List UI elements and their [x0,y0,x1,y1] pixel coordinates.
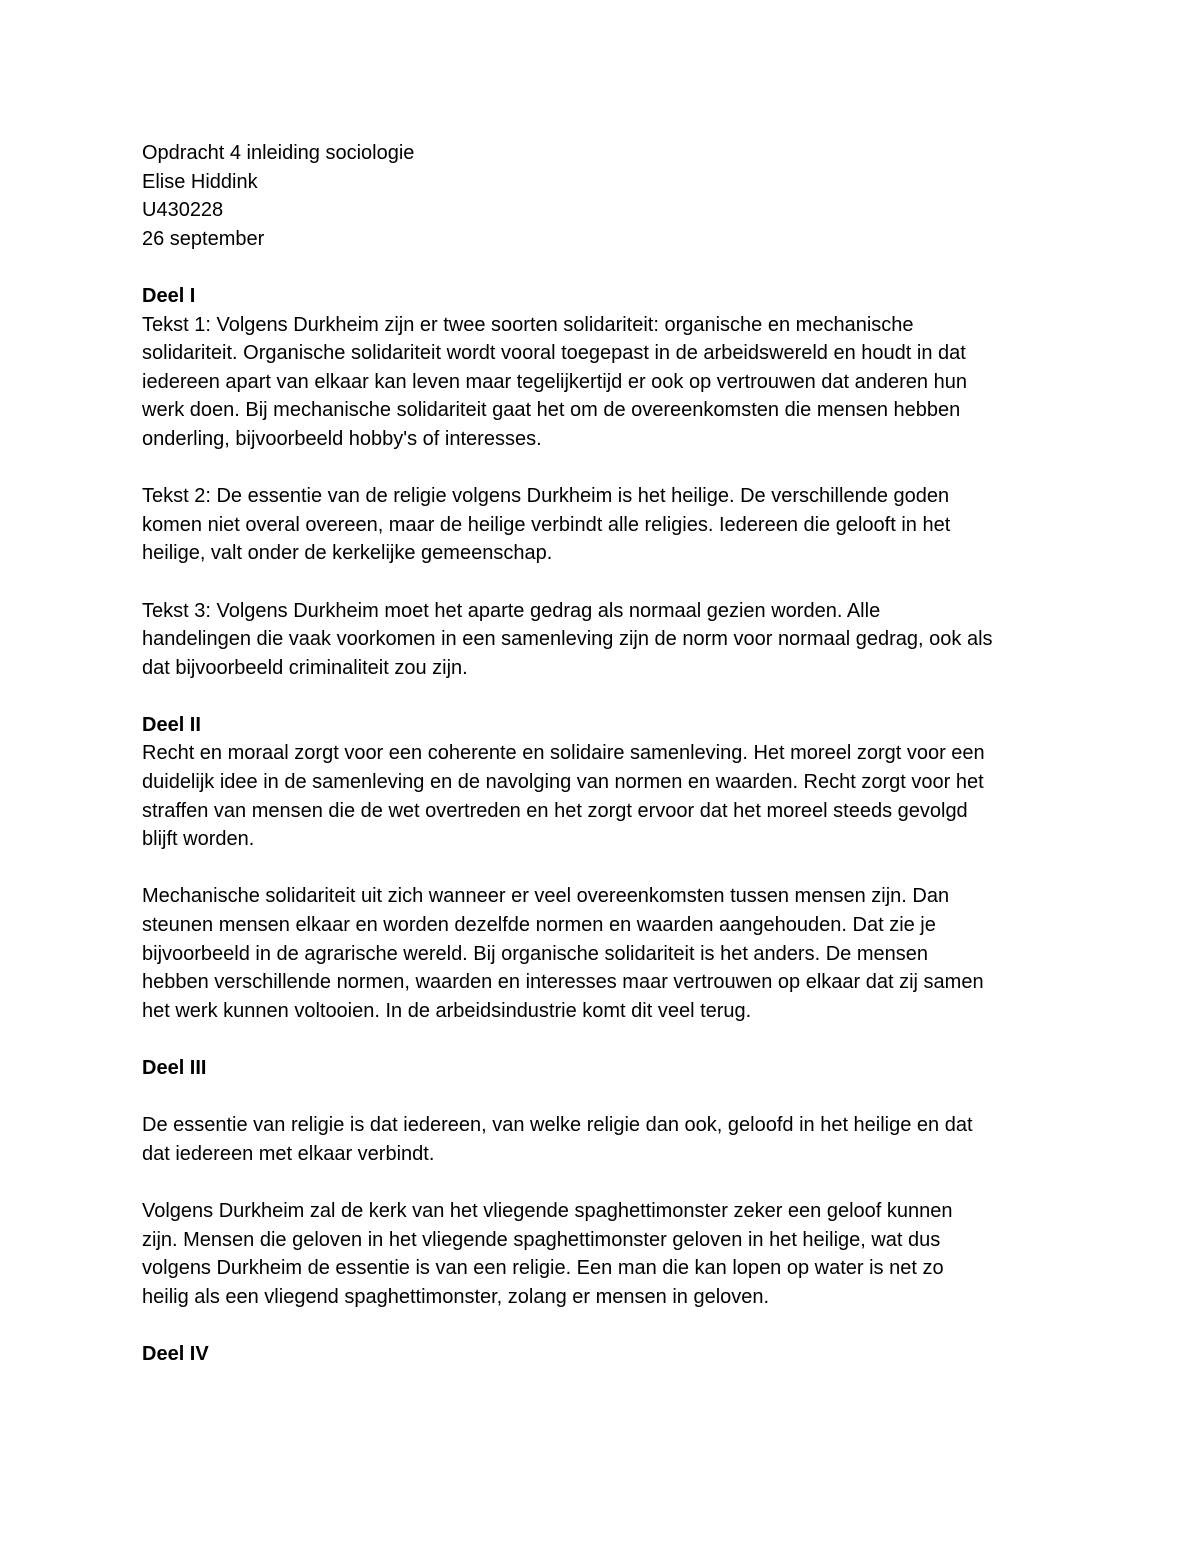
spacer [142,454,1072,483]
spacer [142,1168,1072,1197]
text-line: hebben verschillende normen, waarden en interesses maar vertrouwen op elkaar dat zij samen [142,971,984,994]
spacer [142,682,1072,711]
paragraph-tekst-1 [142,311,1072,454]
spacer [142,854,1072,883]
text-line: Volgens Durkheim zal de kerk van het vliegende spaghettimonster zeker een geloof kunnen [142,1199,953,1222]
paragraph [142,882,1072,1025]
text-line: blijft worden. [142,828,255,851]
spacer [142,568,1072,597]
text-line: volgens Durkheim de essentie is van een religie. Een man die kan lopen op water is net zo [142,1257,944,1280]
text-line: straffen van mensen die de wet overtreden en het zorgt ervoor dat het moreel steeds gevolgd [142,799,968,822]
text-line: dat bijvoorbeeld criminaliteit zou zijn. [142,656,468,679]
text-line: Mechanische solidariteit uit zich wanneer er veel overeenkomsten tussen mensen zijn. Dan [142,885,950,908]
document-header [142,139,1072,253]
paragraph [142,739,1072,853]
author-name: Elise Hiddink [142,170,258,193]
section-deel-2 [142,711,1072,1026]
text-line: komen niet overal overeen, maar de heilige verbindt alle religies. Iedereen die gelooft in het [142,513,951,536]
section-deel-4 [142,1340,1072,1369]
text-line: onderling, bijvoorbeeld hobby's of interesses. [142,427,542,450]
text-line: dat iedereen met elkaar verbindt. [142,1142,435,1165]
text-line: zijn. Mensen die geloven in het vliegende spaghettimonster geloven in het heilige, wat dus [142,1228,941,1251]
text-line: heilige, valt onder de kerkelijke gemeenschap. [142,542,553,565]
paragraph [142,1197,1072,1311]
paragraph-tekst-2 [142,482,1072,568]
section-heading: Deel III [142,1057,207,1079]
text-line: heilig als een vliegend spaghettimonster, zolang er mensen in geloven. [142,1285,770,1308]
student-number: U430228 [142,199,224,222]
document-page [142,139,1072,1369]
document-title: Opdracht 4 inleiding sociologie [142,142,415,164]
text-line: steunen mensen elkaar en worden dezelfde normen en waarden aangehouden. Dat zie je [142,914,936,937]
section-heading: Deel IV [142,1342,209,1365]
text-line: Tekst 2: De essentie van de religie volgens Durkheim is het heilige. De verschillende goden [142,485,950,508]
text-line: Tekst 3: Volgens Durkheim moet het aparte gedrag als normaal gezien worden. Alle [142,599,881,622]
section-heading: Deel I [142,284,196,307]
section-heading: Deel II [142,713,201,736]
paragraph [142,1111,1072,1168]
spacer [142,1083,1072,1112]
text-line: Tekst 1: Volgens Durkheim zijn er twee soorten solidariteit: organische en mechanische [142,313,914,336]
section-deel-3 [142,1054,1072,1311]
text-line: werk doen. Bij mechanische solidariteit gaat het om de overeenkomsten die mensen hebben [142,399,961,422]
text-line: Recht en moraal zorgt voor een coherente en solidaire samenleving. Het moreel zorgt voor een [142,742,985,765]
paragraph-tekst-3 [142,597,1072,683]
text-line: solidariteit. Organische solidariteit wordt vooral toegepast in de arbeidswereld en houdt in dat [142,342,966,365]
document-date: 26 september [142,227,265,250]
text-line: het werk kunnen voltooien. In de arbeidsindustrie komt dit veel terug. [142,999,752,1022]
spacer [142,253,1072,282]
text-line: De essentie van religie is dat iedereen, van welke religie dan ook, geloofd in het heilige en dat [142,1114,973,1137]
text-line: iedereen apart van elkaar kan leven maar tegelijkertijd er ook op vertrouwen dat anderen hun [142,370,967,393]
text-line: handelingen die vaak voorkomen in een samenleving zijn de norm voor normaal gedrag, ook als [142,628,993,651]
spacer [142,1311,1072,1340]
text-line: duidelijk idee in de samenleving en de navolging van normen en waarden. Recht zorgt voor het [142,771,984,794]
spacer [142,1025,1072,1054]
section-deel-1 [142,282,1072,682]
text-line: bijvoorbeeld in de agrarische wereld. Bij organische solidariteit is het anders. De mensen [142,942,928,965]
